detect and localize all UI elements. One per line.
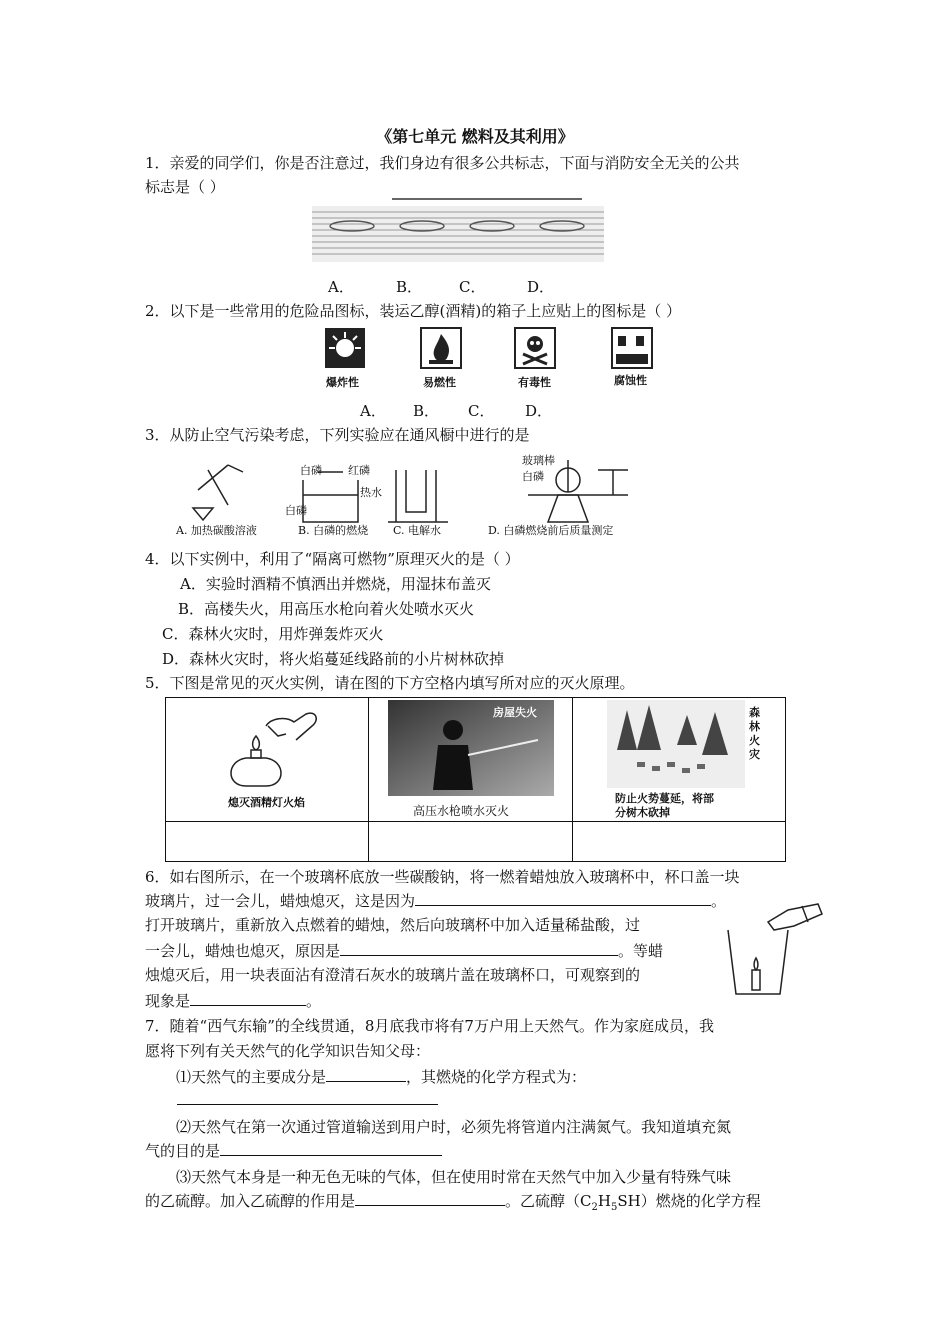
q3-label-b: B. 白磷的燃烧 <box>298 524 369 537</box>
toxic-skull-icon <box>513 326 557 370</box>
q5-forest-side-label: 森林火灾 <box>749 706 760 761</box>
q7-part3-b: 的乙硫醇。加入乙硫醇的作用是 。乙硫醇$(C_2H_5SH)$燃烧的化学方程 <box>145 1192 761 1213</box>
q4-option-a: A．实验时酒精不慎洒出并燃烧，用湿抹布盖灭 <box>180 575 491 593</box>
q1-text-line1: 1．亲爱的同学们，你是否注意过，我们身边有很多公共标志，下面与消防安全无关的公共 <box>145 154 740 172</box>
q1-option-c: C． <box>459 278 486 296</box>
subscript-2: 2 <box>591 1202 598 1213</box>
q7-part2-b: 气的目的是 <box>145 1140 442 1162</box>
q5-cell-forest <box>573 698 786 822</box>
corrosive-label: 腐蚀性 <box>614 374 647 387</box>
q5-answer-1[interactable] <box>166 822 369 862</box>
q3-label-bailin3: 白磷 <box>522 470 544 483</box>
q4-option-b: B．高楼失火，用高压水枪向着火处喷水灭火 <box>178 600 475 618</box>
q5-table <box>165 697 786 862</box>
q3-label-honglin: 红磷 <box>348 464 370 477</box>
q6-blank-2[interactable] <box>340 941 618 956</box>
subscript-5: 5 <box>610 1202 618 1213</box>
q1-option-d: D． <box>527 278 555 296</box>
glass-cup-candle-image <box>718 900 828 998</box>
q7-text-l1: 7．随着“西气东输”的全线贯通，8月底我市将有7万户用上天然气。作为家庭成员，我 <box>145 1017 714 1035</box>
q2-option-a: A． <box>360 402 386 420</box>
alcohol-lamp-image <box>216 706 326 792</box>
q6-text-l4: 一会儿，蜡烛也熄灭，原因是 。等蜡 <box>145 942 664 960</box>
q3-label-bailin1: 白磷 <box>300 464 322 477</box>
q2-option-c: C． <box>468 402 495 420</box>
q6-blank-3[interactable] <box>190 991 306 1006</box>
q3-label-a: A. 加热碳酸溶液 <box>176 524 257 537</box>
q5-cell-alcohol-lamp <box>166 698 369 822</box>
q5-text-line1: 5．下图是常见的灭火实例，请在图的下方空格内填写所对应的灭火原理。 <box>145 674 635 692</box>
q1-text-line2: 标志是（ ） <box>145 178 225 196</box>
q3-label-reshui: 热水 <box>360 486 382 499</box>
q1-option-a: A． <box>328 278 354 296</box>
q5-caption-3a: 防止火势蔓延，将部 <box>615 792 714 805</box>
q6-text-l1: 6．如右图所示，在一个玻璃杯底放一些碳酸钠，将一燃着蜡烛放入玻璃杯中，杯口盖一块 <box>145 868 740 886</box>
q1-signs-image <box>312 196 604 266</box>
explosive-label: 爆炸性 <box>326 376 359 389</box>
q5-answer-2[interactable] <box>369 822 573 862</box>
q5-cell-fire-hose <box>369 698 573 822</box>
q7-blank-2[interactable] <box>220 1141 442 1156</box>
q2-text-line1: 2．以下是一些常用的危险品图标，装运乙醇(酒精)的箱子上应贴上的图标是（ ） <box>145 302 682 320</box>
q4-option-d: D．森林火灾时，将火焰蔓延线路前的小片树林砍掉 <box>162 650 505 668</box>
q3-label-bailin2: 白磷 <box>285 504 307 517</box>
q3-label-d: D. 白磷燃烧前后质量测定 <box>488 524 614 537</box>
flammable-label: 易燃性 <box>423 376 456 389</box>
q7-part1: ⑴天然气的主要成分是 ，其燃烧的化学方程式为： <box>176 1068 587 1086</box>
flammable-icon <box>419 326 463 370</box>
q6-blank-1[interactable] <box>415 891 711 906</box>
q7-part3-a: ⑶天然气本身是一种无色无味的气体，但在使用时常在天然气中加入少量有特殊气味 <box>176 1168 732 1186</box>
q2-option-b: B． <box>413 402 440 420</box>
q6-text-l5: 烛熄灭后，用一块表面沾有澄清石灰水的玻璃片盖在玻璃杯口，可观察到的 <box>145 966 641 984</box>
forest-fire-image <box>607 700 745 788</box>
page-title: 《第七单元 燃料及其利用》 <box>376 127 574 146</box>
q6-text-l3: 打开玻璃片，重新放入点燃着的蜡烛，然后向玻璃杯中加入适量稀盐酸，过 <box>145 916 641 934</box>
q3-text-line1: 3．从防止空气污染考虑，下列实验应在通风橱中进行的是 <box>145 426 530 444</box>
q1-option-b: B． <box>396 278 423 296</box>
corrosive-icon <box>610 326 654 370</box>
q2-option-d: D． <box>525 402 553 420</box>
q5-caption-2: 高压水枪喷水灭火 <box>413 804 510 818</box>
q5-caption-1: 熄灭酒精灯火焰 <box>228 796 305 809</box>
q4-text-line1: 4．以下实例中，利用了“隔离可燃物”原理灭火的是（ ） <box>145 550 520 568</box>
q5-caption-3b: 分树木砍掉 <box>615 806 670 819</box>
q3-label-c: C. 电解水 <box>393 524 442 537</box>
q5-answer-3[interactable] <box>573 822 786 862</box>
q5-photo-title: 房屋失火 <box>493 706 537 719</box>
q7-blank-1[interactable] <box>326 1067 406 1082</box>
q6-text-l2: 玻璃片，过一会儿，蜡烛熄灭，这是因为 。 <box>145 892 727 910</box>
explosive-icon <box>323 326 367 370</box>
q4-option-c: C．森林火灾时，用炸弹轰炸灭火 <box>162 625 384 643</box>
q7-blank-equation[interactable] <box>177 1104 438 1105</box>
q7-text-l2: 愿将下列有关天然气的化学知识告知父母： <box>145 1042 431 1060</box>
q6-text-l6: 现象是 。 <box>145 992 322 1010</box>
q7-blank-3[interactable] <box>355 1191 505 1206</box>
toxic-label: 有毒性 <box>518 376 551 389</box>
q7-part2-a: ⑵天然气在第一次通过管道输送到用户时，必须先将管道内注满氮气。我知道填充氮 <box>176 1118 732 1136</box>
q3-label-bolibang: 玻璃棒 <box>522 454 555 467</box>
